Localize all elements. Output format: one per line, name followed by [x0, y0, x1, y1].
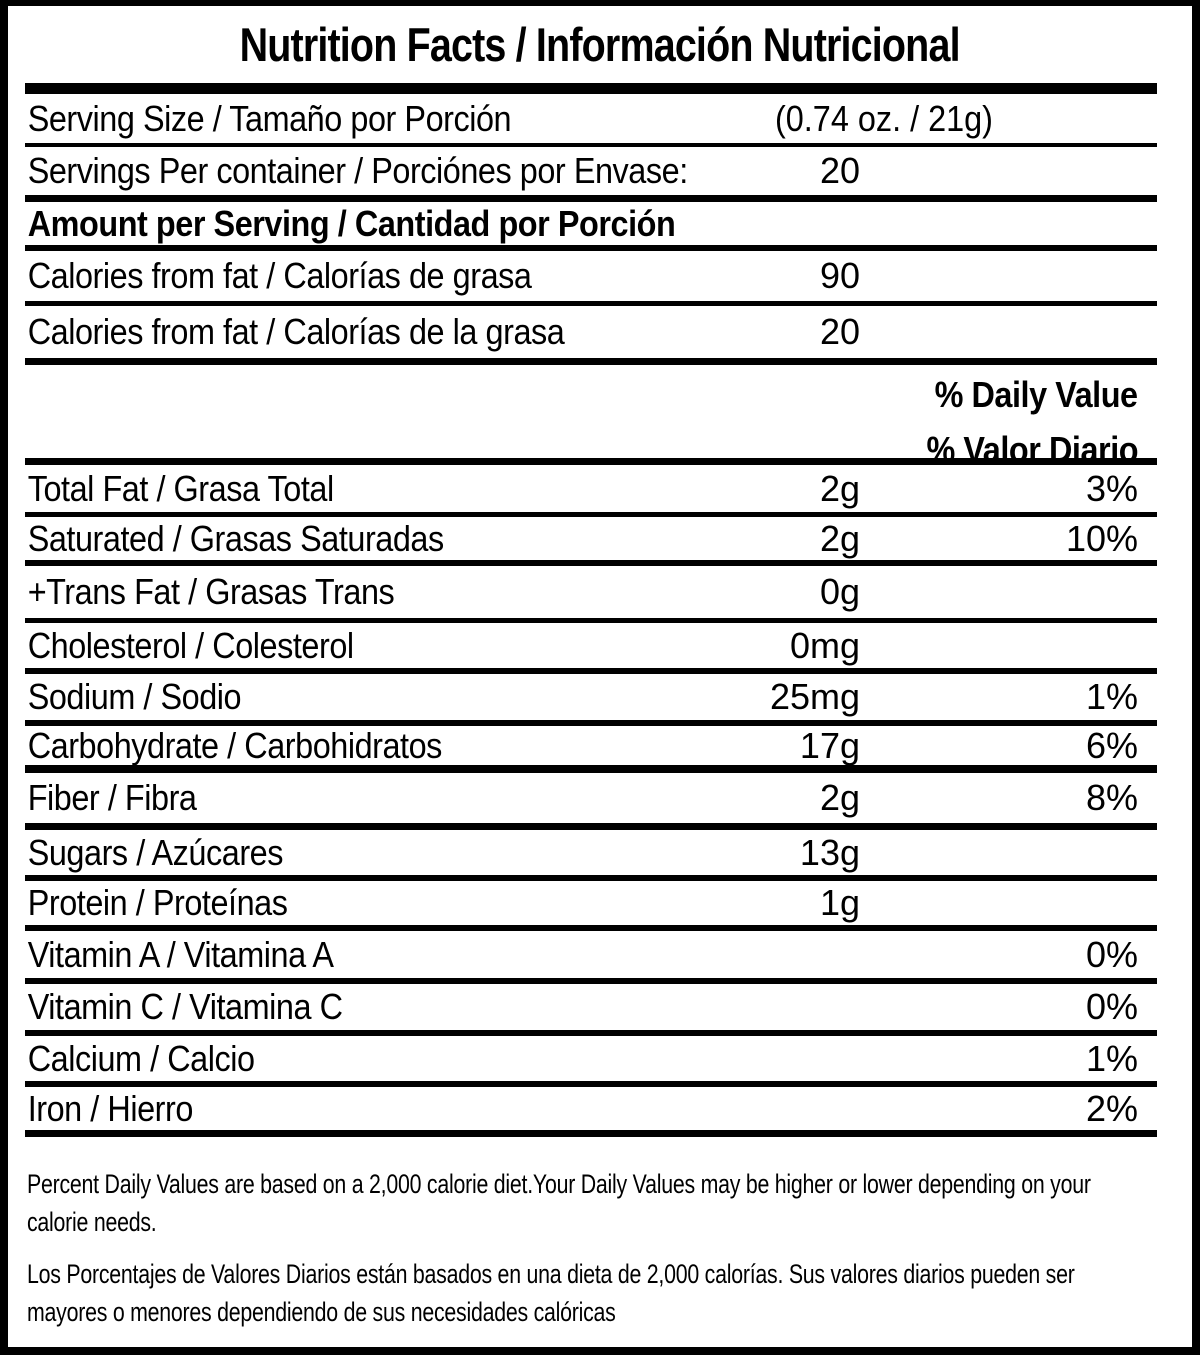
row-label: Vitamin A / Vitamina A — [27, 933, 334, 975]
table-row — [25, 566, 1157, 623]
nutrient-section — [25, 465, 1157, 1137]
daily-value-header — [25, 365, 1157, 470]
row-value: 20 — [819, 150, 860, 191]
table-row — [25, 1036, 1157, 1087]
table-row — [25, 517, 1157, 566]
row-daily-value-percent: 8% — [1085, 777, 1138, 818]
row-label: Fiber / Fibra — [27, 777, 197, 818]
footnotes-section — [8, 1137, 1192, 1331]
daily-value-label-es: % Valor Diario — [926, 429, 1138, 470]
header-divider-bar — [25, 83, 1157, 94]
row-label: Total Fat / Grasa Total — [27, 467, 334, 509]
row-daily-value-percent: 1% — [1085, 1037, 1138, 1079]
row-label: Amount per Serving / Cantidad por Porción — [27, 202, 676, 244]
label-header — [8, 6, 1192, 83]
row-label: Serving Size / Tamaño por Porción — [27, 97, 512, 139]
row-label: +Trans Fat / Grasas Trans — [27, 571, 395, 612]
row-label: Calories from fat / Calorías de la grasa — [27, 311, 565, 352]
row-value: 13g — [799, 831, 860, 873]
table-row — [25, 984, 1157, 1036]
table-row — [25, 674, 1157, 726]
row-daily-value-percent: 0% — [1085, 933, 1138, 975]
table-row — [25, 147, 1157, 202]
table-row — [25, 465, 1157, 517]
row-label: Calcium / Calcio — [27, 1037, 255, 1079]
table-row — [25, 1087, 1157, 1137]
row-value: 20 — [819, 311, 860, 352]
table-row — [25, 830, 1157, 881]
row-value: 1g — [819, 882, 860, 923]
row-value: 2g — [819, 517, 860, 559]
row-value: 17g — [799, 724, 860, 766]
row-value: 0g — [819, 571, 860, 612]
row-value: 0mg — [789, 624, 860, 666]
row-daily-value-percent: 2% — [1085, 1087, 1138, 1129]
row-label: Protein / Proteínas — [27, 882, 288, 923]
footnote-spanish: Los Porcentajes de Valores Diarios están basados en una dieta de 2,000 calorías. Sus valores diarios pueden ser mayores o menores dependiendo de sus necesidades calóricas — [27, 1259, 1075, 1327]
row-daily-value-percent: 3% — [1085, 467, 1138, 509]
row-label: Sodium / Sodio — [27, 676, 242, 717]
table-row — [25, 251, 1157, 306]
table-row — [25, 773, 1157, 830]
table-row — [25, 726, 1157, 773]
row-label: Vitamin C / Vitamina C — [27, 986, 343, 1027]
row-value: 2g — [819, 777, 860, 818]
serving-info-section — [25, 94, 1157, 365]
table-row — [25, 306, 1157, 365]
row-label: Servings Per container / Porciónes por Envase: — [27, 150, 688, 191]
row-label: Carbohydrate / Carbohidratos — [27, 724, 442, 766]
row-label: Saturated / Grasas Saturadas — [27, 517, 444, 559]
table-row — [25, 881, 1157, 931]
row-daily-value-percent: 1% — [1085, 676, 1138, 717]
row-daily-value-percent: 10% — [1065, 517, 1138, 559]
row-label: Sugars / Azúcares — [27, 831, 283, 873]
table-row — [25, 623, 1157, 674]
row-daily-value-percent: 0% — [1085, 986, 1138, 1027]
footnote-english: Percent Daily Values are based on a 2,000 calorie diet.Your Daily Values may be higher or lower depending on your calorie needs. — [27, 1169, 1091, 1237]
table-row — [25, 931, 1157, 984]
daily-value-label-en: % Daily Value — [934, 374, 1138, 415]
daily-value-header-en — [25, 371, 1138, 426]
row-value: 90 — [819, 255, 860, 296]
row-label: Cholesterol / Colesterol — [27, 624, 354, 666]
row-value: 2g — [819, 467, 860, 509]
page-title: Nutrition Facts / Información Nutricional — [239, 18, 961, 71]
row-label: Iron / Hierro — [27, 1087, 193, 1129]
row-daily-value-percent: 6% — [1085, 724, 1138, 766]
table-row — [25, 202, 1157, 251]
table-row — [25, 94, 1157, 147]
row-value: (0.74 oz. / 21g) — [775, 97, 993, 139]
row-label: Calories from fat / Calorías de grasa — [27, 255, 532, 296]
row-value: 25mg — [769, 676, 860, 717]
